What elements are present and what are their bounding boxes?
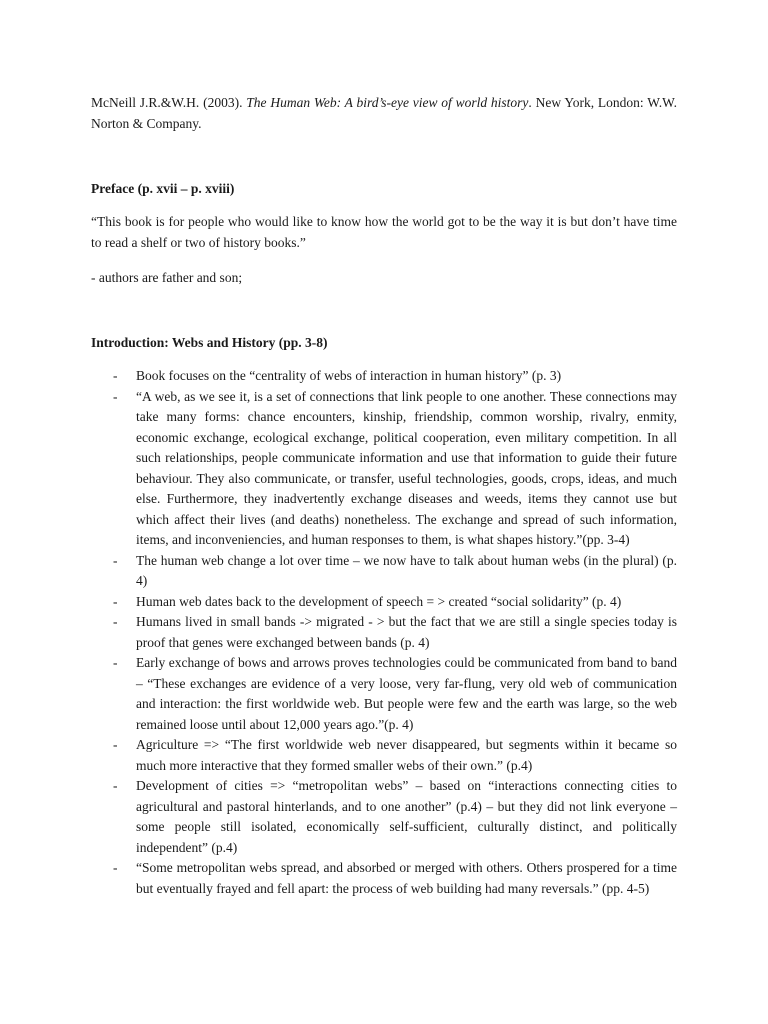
bullet-dash: - — [113, 368, 118, 383]
citation-publisher: . New York, London: W.W. Norton & Company. — [91, 95, 677, 131]
list-item — [0, 592, 768, 613]
bullet-dash: - — [113, 778, 118, 793]
list-item — [0, 387, 768, 551]
bullet-dash: - — [113, 552, 118, 568]
preface-note: - authors are father and son; — [91, 270, 243, 285]
introduction-heading: Introduction: Webs and History (pp. 3-8) — [91, 335, 328, 350]
bullet-dash: - — [113, 614, 118, 629]
list-item-text: Book focuses on the “centrality of webs of interaction in human history” (p. 3) — [136, 368, 562, 383]
list-item — [0, 653, 768, 735]
list-item-text: Agriculture => “The first worldwide web never disappeared, but segments within it became so much more interactive that they formed smaller webs of their own.” (p.4) — [136, 737, 677, 773]
list-item-text: The human web change a lot over time – we now have to talk about human webs (in the plural) (p. 4) — [136, 552, 677, 588]
list-item — [0, 858, 768, 899]
citation-book-title: The Human Web: A bird’s-eye view of world history — [246, 95, 529, 110]
citation-authors: McNeill J.R.&W.H. (2003). — [91, 95, 247, 110]
preface-heading: Preface (p. xvii – p. xviii) — [91, 181, 235, 196]
bullet-dash: - — [113, 860, 118, 875]
list-item-text: “A web, as we see it, is a set of connections that link people to one another. These connections may take many forms: chance encounters, kinship, friendship, common worship, rivalry, enmity, economic exchange, ecological exchange, political cooperation, even military competition. In all such relationships, people communicate information and use that information to guide their future behaviour. They also communicate, or transfer, useful technologies, goods, crops, ideas, and much else. Furthermore, they inadvertently exchange diseases and weeds, items they cannot use but which affect their lives (and deaths) nonetheless. The exchange and spread of such information, items, and inconveniencies, and human responses to them, is what shapes history.”(pp. 3-4) — [136, 388, 677, 547]
list-item — [0, 735, 768, 776]
introduction-bullet-list — [0, 366, 768, 899]
list-item — [0, 366, 768, 387]
list-item-text: Development of cities => “metropolitan webs” – based on “interactions connecting cities to agricultural and pastoral hinterlands, and to one another” (p.4) – but they did not link everyone – some people still isolated, economically self-sufficient, culturally distinct, and politically independent” (p.4) — [136, 778, 677, 855]
bullet-dash: - — [113, 655, 118, 670]
list-item-text: “Some metropolitan webs spread, and absorbed or merged with others. Others prospered for a time but eventually frayed and fell apart: the process of web building had many reversals.” (pp. 4-5) — [136, 860, 677, 896]
bullet-dash: - — [113, 593, 118, 609]
citation — [91, 93, 677, 134]
preface-quote: “This book is for people who would like to know how the world got to be the way it is but don’t have time to read a shelf or two of history books.” — [91, 214, 677, 250]
list-item-text: Early exchange of bows and arrows proves technologies could be communicated from band to band – “These exchanges are evidence of a very loose, very far-flung, very old web of communication and interaction: the first worldwide web. But people were few and the earth was large, so the web remained loose until about 12,000 years ago.”(p. 4) — [136, 655, 677, 732]
list-item — [0, 551, 768, 592]
list-item-text: Human web dates back to the development of speech = > created “social solidarity” (p. 4) — [136, 593, 622, 609]
list-item-text: Humans lived in small bands -> migrated - > but the fact that we are still a single species today is proof that genes were exchanged between bands (p. 4) — [136, 614, 677, 650]
list-item — [0, 612, 768, 653]
bullet-dash: - — [113, 388, 118, 404]
bullet-dash: - — [113, 737, 118, 752]
list-item — [0, 776, 768, 858]
